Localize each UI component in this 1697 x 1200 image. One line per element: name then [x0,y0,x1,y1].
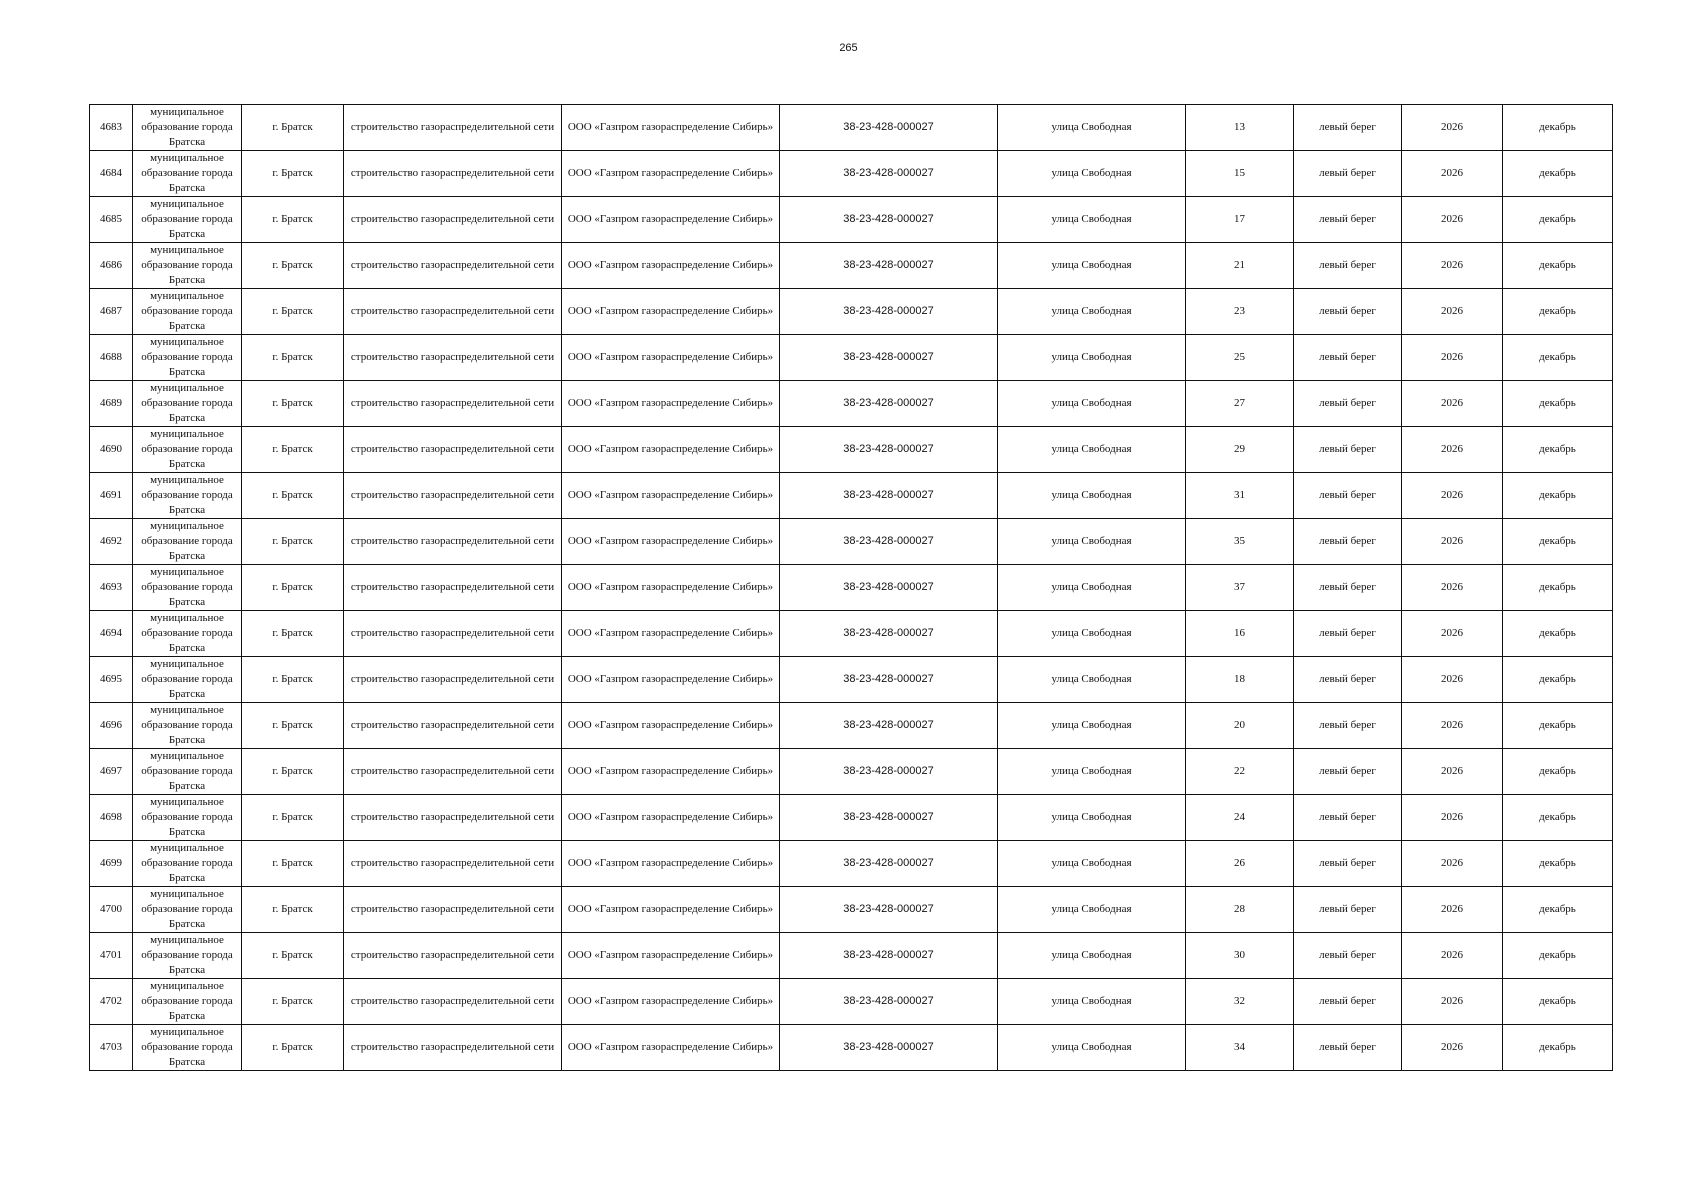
month-cell: декабрь [1503,427,1613,473]
settlement-cell: г. Братск [242,841,344,887]
row-number: 4692 [90,519,133,565]
year-cell: 2026 [1402,243,1503,289]
year-cell: 2026 [1402,657,1503,703]
municipality-cell: муниципальное образование города Братска [133,795,242,841]
activity-cell: строительство газораспределительной сети [344,933,562,979]
object-code-cell: 38-23-428-000027 [780,151,998,197]
month-cell: декабрь [1503,519,1613,565]
row-number: 4691 [90,473,133,519]
row-number: 4702 [90,979,133,1025]
settlement-cell: г. Братск [242,197,344,243]
object-code-cell: 38-23-428-000027 [780,703,998,749]
table-row [90,381,1613,427]
row-number: 4701 [90,933,133,979]
house-number-cell: 34 [1186,1025,1294,1071]
year-cell: 2026 [1402,197,1503,243]
year-cell: 2026 [1402,749,1503,795]
table-row [90,289,1613,335]
municipality-cell: муниципальное образование города Братска [133,381,242,427]
settlement-cell: г. Братск [242,473,344,519]
area-cell: левый берег [1294,289,1402,335]
street-cell: улица Свободная [998,197,1186,243]
organization-cell: ООО «Газпром газораспределение Сибирь» [562,427,780,473]
house-number-cell: 22 [1186,749,1294,795]
street-cell: улица Свободная [998,519,1186,565]
organization-cell: ООО «Газпром газораспределение Сибирь» [562,243,780,289]
year-cell: 2026 [1402,565,1503,611]
year-cell: 2026 [1402,105,1503,151]
municipality-cell: муниципальное образование города Братска [133,151,242,197]
row-number: 4686 [90,243,133,289]
month-cell: декабрь [1503,611,1613,657]
settlement-cell: г. Братск [242,979,344,1025]
house-number-cell: 15 [1186,151,1294,197]
organization-cell: ООО «Газпром газораспределение Сибирь» [562,749,780,795]
municipality-cell: муниципальное образование города Братска [133,473,242,519]
street-cell: улица Свободная [998,151,1186,197]
year-cell: 2026 [1402,151,1503,197]
table-row [90,703,1613,749]
municipality-cell: муниципальное образование города Братска [133,565,242,611]
organization-cell: ООО «Газпром газораспределение Сибирь» [562,979,780,1025]
object-code-cell: 38-23-428-000027 [780,611,998,657]
activity-cell: строительство газораспределительной сети [344,703,562,749]
object-code-cell: 38-23-428-000027 [780,887,998,933]
municipality-cell: муниципальное образование города Братска [133,519,242,565]
month-cell: декабрь [1503,381,1613,427]
municipality-cell: муниципальное образование города Братска [133,657,242,703]
month-cell: декабрь [1503,335,1613,381]
street-cell: улица Свободная [998,289,1186,335]
month-cell: декабрь [1503,151,1613,197]
municipality-cell: муниципальное образование города Братска [133,933,242,979]
month-cell: декабрь [1503,1025,1613,1071]
street-cell: улица Свободная [998,887,1186,933]
object-code-cell: 38-23-428-000027 [780,933,998,979]
house-number-cell: 18 [1186,657,1294,703]
house-number-cell: 29 [1186,427,1294,473]
settlement-cell: г. Братск [242,611,344,657]
house-number-cell: 17 [1186,197,1294,243]
activity-cell: строительство газораспределительной сети [344,381,562,427]
organization-cell: ООО «Газпром газораспределение Сибирь» [562,151,780,197]
row-number: 4693 [90,565,133,611]
municipality-cell: муниципальное образование города Братска [133,243,242,289]
settlement-cell: г. Братск [242,427,344,473]
area-cell: левый берег [1294,703,1402,749]
municipality-cell: муниципальное образование города Братска [133,979,242,1025]
house-number-cell: 27 [1186,381,1294,427]
row-number: 4683 [90,105,133,151]
object-code-cell: 38-23-428-000027 [780,381,998,427]
street-cell: улица Свободная [998,657,1186,703]
month-cell: декабрь [1503,703,1613,749]
month-cell: декабрь [1503,933,1613,979]
settlement-cell: г. Братск [242,151,344,197]
year-cell: 2026 [1402,519,1503,565]
activity-cell: строительство газораспределительной сети [344,657,562,703]
month-cell: декабрь [1503,841,1613,887]
row-number: 4688 [90,335,133,381]
table-row [90,243,1613,289]
street-cell: улица Свободная [998,105,1186,151]
area-cell: левый берег [1294,841,1402,887]
house-number-cell: 32 [1186,979,1294,1025]
month-cell: декабрь [1503,887,1613,933]
table-row [90,749,1613,795]
house-number-cell: 21 [1186,243,1294,289]
year-cell: 2026 [1402,473,1503,519]
municipality-cell: муниципальное образование города Братска [133,289,242,335]
area-cell: левый берег [1294,473,1402,519]
month-cell: декабрь [1503,105,1613,151]
organization-cell: ООО «Газпром газораспределение Сибирь» [562,795,780,841]
object-code-cell: 38-23-428-000027 [780,841,998,887]
municipality-cell: муниципальное образование города Братска [133,335,242,381]
month-cell: декабрь [1503,565,1613,611]
activity-cell: строительство газораспределительной сети [344,979,562,1025]
organization-cell: ООО «Газпром газораспределение Сибирь» [562,887,780,933]
area-cell: левый берег [1294,657,1402,703]
object-code-cell: 38-23-428-000027 [780,565,998,611]
row-number: 4694 [90,611,133,657]
organization-cell: ООО «Газпром газораспределение Сибирь» [562,841,780,887]
row-number: 4690 [90,427,133,473]
organization-cell: ООО «Газпром газораспределение Сибирь» [562,611,780,657]
settlement-cell: г. Братск [242,381,344,427]
activity-cell: строительство газораспределительной сети [344,1025,562,1071]
area-cell: левый берег [1294,887,1402,933]
year-cell: 2026 [1402,979,1503,1025]
municipality-cell: муниципальное образование города Братска [133,841,242,887]
settlement-cell: г. Братск [242,519,344,565]
organization-cell: ООО «Газпром газораспределение Сибирь» [562,519,780,565]
settlement-cell: г. Братск [242,703,344,749]
row-number: 4689 [90,381,133,427]
municipality-cell: муниципальное образование города Братска [133,749,242,795]
settlement-cell: г. Братск [242,657,344,703]
activity-cell: строительство газораспределительной сети [344,749,562,795]
object-code-cell: 38-23-428-000027 [780,795,998,841]
activity-cell: строительство газораспределительной сети [344,519,562,565]
settlement-cell: г. Братск [242,289,344,335]
organization-cell: ООО «Газпром газораспределение Сибирь» [562,1025,780,1071]
activity-cell: строительство газораспределительной сети [344,151,562,197]
house-number-cell: 31 [1186,473,1294,519]
year-cell: 2026 [1402,933,1503,979]
area-cell: левый берег [1294,1025,1402,1071]
organization-cell: ООО «Газпром газораспределение Сибирь» [562,657,780,703]
object-code-cell: 38-23-428-000027 [780,427,998,473]
street-cell: улица Свободная [998,841,1186,887]
table-row [90,933,1613,979]
table-row [90,795,1613,841]
month-cell: декабрь [1503,473,1613,519]
settlement-cell: г. Братск [242,887,344,933]
street-cell: улица Свободная [998,979,1186,1025]
area-cell: левый берег [1294,611,1402,657]
registry-body [90,105,1613,1071]
activity-cell: строительство газораспределительной сети [344,795,562,841]
organization-cell: ООО «Газпром газораспределение Сибирь» [562,197,780,243]
object-code-cell: 38-23-428-000027 [780,473,998,519]
activity-cell: строительство газораспределительной сети [344,473,562,519]
table-row [90,657,1613,703]
activity-cell: строительство газораспределительной сети [344,289,562,335]
municipality-cell: муниципальное образование города Братска [133,105,242,151]
house-number-cell: 24 [1186,795,1294,841]
year-cell: 2026 [1402,427,1503,473]
house-number-cell: 13 [1186,105,1294,151]
year-cell: 2026 [1402,1025,1503,1071]
street-cell: улица Свободная [998,703,1186,749]
area-cell: левый берег [1294,933,1402,979]
activity-cell: строительство газораспределительной сети [344,197,562,243]
municipality-cell: муниципальное образование города Братска [133,703,242,749]
settlement-cell: г. Братск [242,243,344,289]
registry-table [89,104,1613,1071]
area-cell: левый берег [1294,243,1402,289]
row-number: 4696 [90,703,133,749]
street-cell: улица Свободная [998,243,1186,289]
area-cell: левый берег [1294,105,1402,151]
settlement-cell: г. Братск [242,795,344,841]
settlement-cell: г. Братск [242,1025,344,1071]
area-cell: левый берег [1294,979,1402,1025]
month-cell: декабрь [1503,749,1613,795]
table-row [90,197,1613,243]
settlement-cell: г. Братск [242,565,344,611]
street-cell: улица Свободная [998,381,1186,427]
table-row [90,841,1613,887]
month-cell: декабрь [1503,979,1613,1025]
activity-cell: строительство газораспределительной сети [344,565,562,611]
municipality-cell: муниципальное образование города Братска [133,887,242,933]
activity-cell: строительство газораспределительной сети [344,335,562,381]
street-cell: улица Свободная [998,335,1186,381]
year-cell: 2026 [1402,841,1503,887]
organization-cell: ООО «Газпром газораспределение Сибирь» [562,473,780,519]
table-row [90,473,1613,519]
object-code-cell: 38-23-428-000027 [780,197,998,243]
house-number-cell: 35 [1186,519,1294,565]
street-cell: улица Свободная [998,795,1186,841]
municipality-cell: муниципальное образование города Братска [133,197,242,243]
street-cell: улица Свободная [998,1025,1186,1071]
house-number-cell: 37 [1186,565,1294,611]
house-number-cell: 25 [1186,335,1294,381]
year-cell: 2026 [1402,703,1503,749]
table-row [90,151,1613,197]
area-cell: левый берег [1294,151,1402,197]
settlement-cell: г. Братск [242,105,344,151]
area-cell: левый берег [1294,795,1402,841]
table-row [90,1025,1613,1071]
table-row [90,427,1613,473]
row-number: 4687 [90,289,133,335]
area-cell: левый берег [1294,335,1402,381]
object-code-cell: 38-23-428-000027 [780,243,998,289]
settlement-cell: г. Братск [242,933,344,979]
house-number-cell: 28 [1186,887,1294,933]
street-cell: улица Свободная [998,611,1186,657]
table-row [90,105,1613,151]
year-cell: 2026 [1402,795,1503,841]
street-cell: улица Свободная [998,565,1186,611]
page-number: 265 [839,42,858,54]
year-cell: 2026 [1402,887,1503,933]
organization-cell: ООО «Газпром газораспределение Сибирь» [562,381,780,427]
table-row [90,887,1613,933]
organization-cell: ООО «Газпром газораспределение Сибирь» [562,933,780,979]
table-row [90,611,1613,657]
house-number-cell: 26 [1186,841,1294,887]
row-number: 4698 [90,795,133,841]
activity-cell: строительство газораспределительной сети [344,243,562,289]
row-number: 4699 [90,841,133,887]
row-number: 4695 [90,657,133,703]
object-code-cell: 38-23-428-000027 [780,335,998,381]
area-cell: левый берег [1294,427,1402,473]
table-row [90,519,1613,565]
activity-cell: строительство газораспределительной сети [344,841,562,887]
area-cell: левый берег [1294,519,1402,565]
row-number: 4697 [90,749,133,795]
object-code-cell: 38-23-428-000027 [780,657,998,703]
street-cell: улица Свободная [998,427,1186,473]
municipality-cell: муниципальное образование города Братска [133,427,242,473]
table-row [90,565,1613,611]
municipality-cell: муниципальное образование города Братска [133,1025,242,1071]
month-cell: декабрь [1503,657,1613,703]
month-cell: декабрь [1503,197,1613,243]
object-code-cell: 38-23-428-000027 [780,979,998,1025]
area-cell: левый берег [1294,749,1402,795]
area-cell: левый берег [1294,197,1402,243]
table-row [90,335,1613,381]
year-cell: 2026 [1402,335,1503,381]
house-number-cell: 30 [1186,933,1294,979]
row-number: 4684 [90,151,133,197]
activity-cell: строительство газораспределительной сети [344,427,562,473]
year-cell: 2026 [1402,289,1503,335]
month-cell: декабрь [1503,795,1613,841]
street-cell: улица Свободная [998,473,1186,519]
object-code-cell: 38-23-428-000027 [780,289,998,335]
street-cell: улица Свободная [998,749,1186,795]
object-code-cell: 38-23-428-000027 [780,1025,998,1071]
house-number-cell: 23 [1186,289,1294,335]
area-cell: левый берег [1294,565,1402,611]
organization-cell: ООО «Газпром газораспределение Сибирь» [562,565,780,611]
object-code-cell: 38-23-428-000027 [780,519,998,565]
row-number: 4700 [90,887,133,933]
area-cell: левый берег [1294,381,1402,427]
month-cell: декабрь [1503,289,1613,335]
year-cell: 2026 [1402,611,1503,657]
activity-cell: строительство газораспределительной сети [344,611,562,657]
settlement-cell: г. Братск [242,749,344,795]
organization-cell: ООО «Газпром газораспределение Сибирь» [562,335,780,381]
month-cell: декабрь [1503,243,1613,289]
activity-cell: строительство газораспределительной сети [344,887,562,933]
organization-cell: ООО «Газпром газораспределение Сибирь» [562,105,780,151]
row-number: 4703 [90,1025,133,1071]
row-number: 4685 [90,197,133,243]
municipality-cell: муниципальное образование города Братска [133,611,242,657]
object-code-cell: 38-23-428-000027 [780,749,998,795]
organization-cell: ООО «Газпром газораспределение Сибирь» [562,289,780,335]
year-cell: 2026 [1402,381,1503,427]
house-number-cell: 16 [1186,611,1294,657]
street-cell: улица Свободная [998,933,1186,979]
activity-cell: строительство газораспределительной сети [344,105,562,151]
house-number-cell: 20 [1186,703,1294,749]
organization-cell: ООО «Газпром газораспределение Сибирь» [562,703,780,749]
object-code-cell: 38-23-428-000027 [780,105,998,151]
settlement-cell: г. Братск [242,335,344,381]
table-row [90,979,1613,1025]
